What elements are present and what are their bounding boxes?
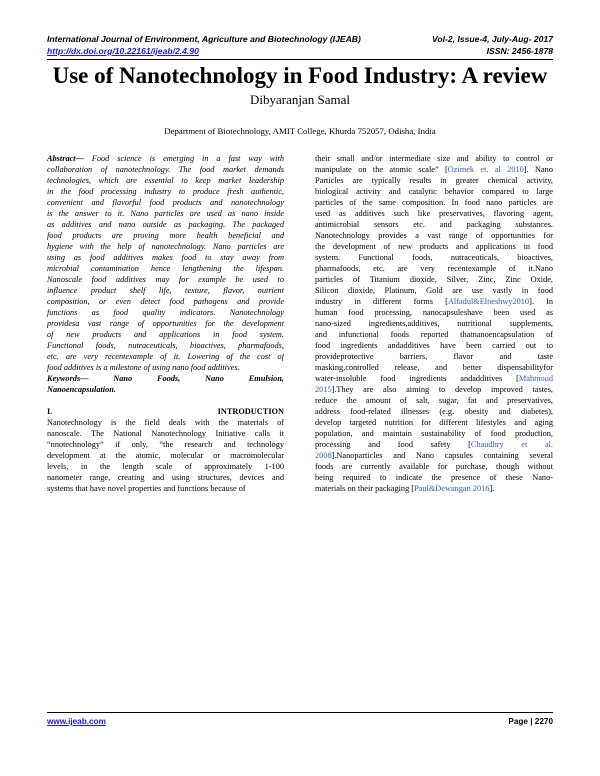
doi-link[interactable]: http://dx.doi.org/10.22161/ijeab/2.4.90 xyxy=(47,46,199,56)
abstract-line: is the answer to it. Nano particles are used as nano inside xyxy=(47,209,284,218)
body-line: nano-sized ingredients,additives, nutritional supplements, xyxy=(315,319,553,328)
right-column xyxy=(315,153,553,494)
keywords-line: Nanoencapsulation. xyxy=(47,385,116,394)
footer-divider xyxy=(47,712,553,713)
abstract-line: providesa vast range of opportunities for the development xyxy=(47,319,284,328)
intro-line: “nnotechnology” if only, “the research and technology xyxy=(47,440,284,449)
body-line: and infunctional foods reported thatnanoencapsulation of xyxy=(315,330,553,339)
abstract-line: functions as food quality indicators. Nanotechnology xyxy=(47,308,284,317)
introduction-text xyxy=(47,417,284,494)
body-line: their small and/or intermediate size and ability to control or xyxy=(315,154,553,163)
body-line: particles of the same composition. In food nano particles are xyxy=(315,198,553,207)
body-line: reduce the amount of salt, sugar, fat and preservatives, xyxy=(315,396,553,405)
intro-line: nanometer range, creating and using structures, devices and xyxy=(47,473,284,482)
header-divider xyxy=(47,59,553,60)
abstract-line: using as food additives makes food to stay away from xyxy=(47,253,284,262)
body-line: the development of new products and applications in food xyxy=(315,242,553,251)
website-link[interactable]: www.ijeab.com xyxy=(47,717,106,726)
body-line: human food processing, nanocapsuleshave been used as xyxy=(315,308,553,317)
body-line: Nanotechnology provides a vast range of opportunities for xyxy=(315,231,553,240)
abstract-line: Abstract— Food science is emerging in a fast way with xyxy=(47,154,284,163)
abstract-line: food additives is a milestone of using nano food additives. xyxy=(47,363,240,372)
journal-name: International Journal of Environment, Agriculture and Biotechnology (IJEAB) xyxy=(47,34,361,44)
keywords xyxy=(47,373,284,395)
abstract-line: technologies, which are essential to keep market leadership xyxy=(47,176,284,185)
body-line: particles of Titanium dioxide, Silver, Zinc, Zinc Oxide, xyxy=(315,275,553,284)
body-line: population, and maintain sustainability of food production, xyxy=(315,429,553,438)
body-line: food ingredients andadditives have been carried out to xyxy=(315,341,553,350)
abstract-line: influence product shelf life, texture, flavor, nutrient xyxy=(47,286,284,295)
body-line: foods are currently available for purchase, though without xyxy=(315,462,553,471)
abstract-line: of new products and applications in food system. xyxy=(47,330,284,339)
abstract-line: composition, or even detect food pathogens and provide xyxy=(47,297,284,306)
body-line: system. Functional foods, nutraceuticals, bioactives, xyxy=(315,253,553,262)
body-line: 2015].They are also aiming to develop improved tastes, xyxy=(315,385,553,394)
abstract-line: hygiene with the help of nanotechnology. Nano particles are xyxy=(47,242,284,251)
abstract-line: as additives and nano outside as packaging. The packaged xyxy=(47,220,284,229)
abstract-line: etc. are very recentexample of it. Lowering of the cost of xyxy=(47,352,284,361)
body-line: processing and food safety [Chaudhry et al. xyxy=(315,440,553,449)
abstract xyxy=(47,153,284,373)
body-line: being required to indicate the presence of these Nano- xyxy=(315,473,553,482)
abstract-line: Nanoscale food additives may for example be used to xyxy=(47,275,284,284)
body-line: 2008].Nanoparticles and Nano capsules containing several xyxy=(315,451,553,460)
keywords-line: Keywords— Nano Foods, Nano Emulsion, xyxy=(47,374,284,383)
body-line: address food-related illnesses (e.g. obesity and diabetes), xyxy=(315,407,553,416)
abstract-line: collaboration of nanotechnology. The food market demands xyxy=(47,165,284,174)
issn: ISSN: 2456-1878 xyxy=(486,46,553,56)
body-line: Silicon dioxide, Platinum, Gold are use vastly in food xyxy=(315,286,553,295)
intro-line: levels, in the length scale of approximately 1-100 xyxy=(47,462,284,471)
section-heading-introduction: I. INTRODUCTION xyxy=(47,407,284,416)
body-line: industry in different forms [Alfadul&Elneshwy2010]. In xyxy=(315,297,553,306)
abstract-line: in the food processing industry to produce fresh authentic, xyxy=(47,187,284,196)
intro-line: Nanotechnology is the field deals with the materials of xyxy=(47,418,284,427)
abstract-line: microbial contamination hence lengthening the lifespan. xyxy=(47,264,284,273)
abstract-line: Functional foods, nutraceuticals, bioactives, pharmafoods, xyxy=(47,341,284,350)
body-line: Particles are typically results in greater chemical activity, xyxy=(315,176,553,185)
issue-info: Vol-2, Issue-4, July-Aug- 2017 xyxy=(432,34,553,44)
intro-line: development at the atomic, molecular or macromolecular xyxy=(47,451,284,460)
body-line: biological activity and catalytic behavior compared to large xyxy=(315,187,553,196)
body-line: pharmafoods, etc. are very recentexample of it.Nano xyxy=(315,264,553,273)
body-line: antimicrobial sensors etc. and packaging substances. xyxy=(315,220,553,229)
author-name: Dibyaranjan Samal xyxy=(250,92,350,107)
body-line: water-insoluble food ingredients andadditives [Mahmoud xyxy=(315,374,553,383)
body-line: manipulate on the atomic scale” [Ozimek et. al 2010]. Nano xyxy=(315,165,553,174)
abstract-line: food products are proving more health beneficial and xyxy=(47,231,284,240)
paper-title: Use of Nanotechnology in Food Industry: A review xyxy=(52,63,548,88)
body-line: masking,controlled release, and better dispensabilityfor xyxy=(315,363,553,372)
abstract-line: convenient and flavorful food products and nanotechnology xyxy=(47,198,284,207)
body-line: develop targeted nutrition for different lifestyles and aging xyxy=(315,418,553,427)
body-line: used as additives such like preservatives, flavoring agent, xyxy=(315,209,553,218)
intro-line: nanoscale. The National Nanotechnology Initiative calls it xyxy=(47,429,284,438)
intro-line: systems that have novel properties and functions because of xyxy=(47,484,246,493)
body-line: provideprotective barriers, flavor and taste xyxy=(315,352,553,361)
left-column xyxy=(47,153,284,494)
body-line: materials on their packaging [Paul&Dewangan 2016]. xyxy=(315,484,495,493)
affiliation: Department of Biotechnology, AMIT College, Khurda 752057, Odisha, India xyxy=(164,126,436,136)
page-number: Page | 2270 xyxy=(508,717,553,726)
